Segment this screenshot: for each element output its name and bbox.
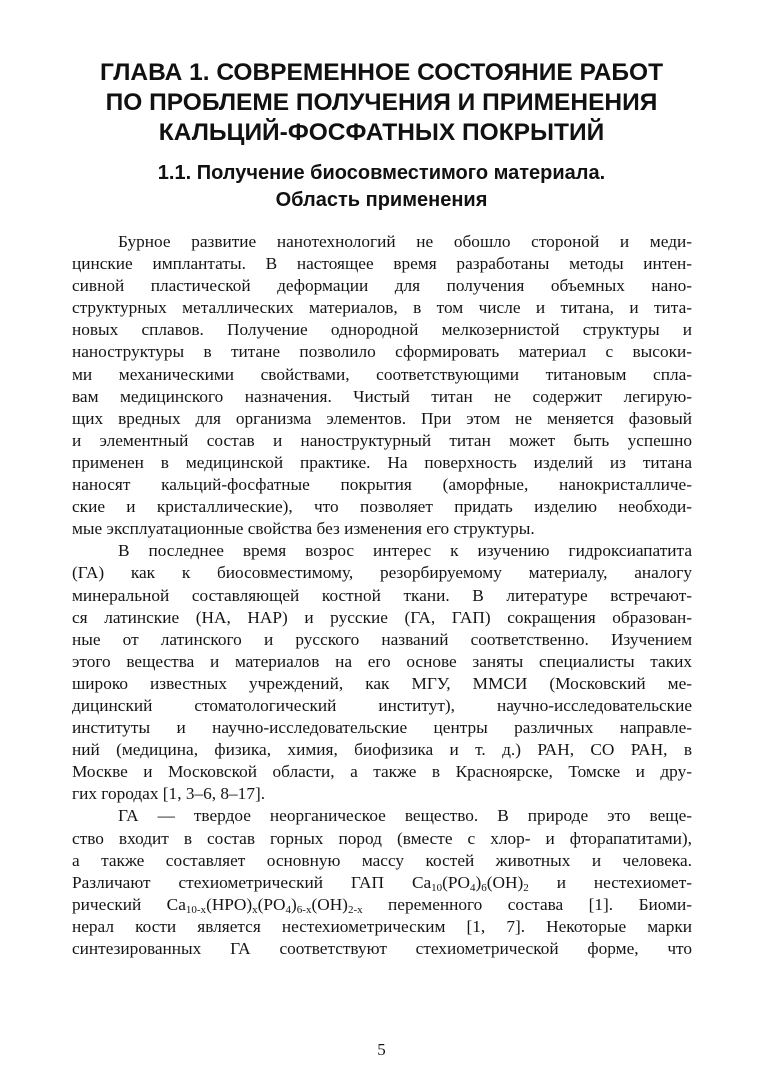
formula-text: (OH) [486, 872, 524, 892]
formula-text: и нестехиомет- [528, 872, 693, 892]
text-line: и элементный состав и наноструктурный титан может быть успешно [72, 430, 692, 450]
text-line: ся латинские (НА, НАР) и русские (ГА, ГАП) сокращения образован- [72, 607, 692, 627]
paragraph-1 [72, 231, 692, 540]
text-line: ство входит в состав горных пород (вместе с хлор- и фторапатитами), [72, 828, 692, 848]
text-line: щих вредных для организма элементов. При этом не меняется фазовый [72, 408, 692, 428]
text-line: сивной пластической деформации для получения объемных нано- [72, 276, 692, 296]
page-number: 5 [377, 1040, 386, 1059]
text-line: структурных металлических материалов, в том числе и титана, и тита- [72, 298, 692, 318]
text-line: широко известных учреждений, как МГУ, ММСИ (Московский ме- [72, 673, 692, 693]
formula-text: ) [475, 872, 482, 892]
chapter-title-line: ПО ПРОБЛЕМЕ ПОЛУЧЕНИЯ И ПРИМЕНЕНИЯ [105, 89, 658, 116]
formula-text: Различают стехиометрический ГАП Ca [72, 872, 432, 892]
formula-subscript: 6 [481, 881, 487, 894]
text-line: Бурное развитие нанотехнологий не обошло стороной и меди- [118, 232, 692, 251]
formula-text: (OH) [311, 894, 348, 914]
section-title [60, 160, 703, 214]
formula-subscript: 2-x [347, 903, 363, 916]
paragraph-3 [72, 805, 692, 960]
formula-text: ) [291, 894, 297, 914]
text-line: а также составляет основную массу костей животных и человека. [72, 850, 692, 870]
body-text [72, 231, 692, 960]
chapter-title [60, 58, 703, 148]
formula-text: (PO [257, 894, 286, 914]
text-line: мые эксплуатационные свойства без изменения его структуры. [72, 519, 535, 539]
text-line: (ГА) как к биосовместимому, резорбируемому материалу, аналогу [72, 563, 692, 583]
text-line: ний (медицина, физика, химия, биофизика и т. д.) РАН, СО РАН, в [72, 740, 692, 760]
formula-subscript: 10 [431, 881, 443, 894]
text-line: этого вещества и материалов на его основе заняты специалисты таких [72, 651, 692, 671]
text-line: синтезированных ГА соответствуют стехиометрической форме, что [72, 939, 692, 958]
text-line: новых сплавов. Получение однородной мелкозернистой структуры и [72, 320, 692, 340]
text-line: цинские имплантаты. В настоящее время разработаны методы интен- [72, 254, 692, 274]
text-line: дицинский стоматологический институт), научно-исследовательские [72, 695, 692, 715]
formula-subscript: 4 [285, 903, 292, 916]
text-line: ми механическими свойствами, соответствующими титановым спла- [72, 364, 692, 384]
text-line: ные от латинского и русского названий соответственно. Изучением [72, 629, 692, 649]
text-line: гих городах [1, 3–6, 8–17]. [72, 784, 266, 804]
text-line: вам медицинского назначения. Чистый титан не содержит легирую- [72, 386, 692, 406]
formula-text: рический Ca [72, 894, 186, 914]
paragraph-2 [72, 540, 692, 805]
text-line: наноструктуры в титане позволило сформировать материал с высоки- [72, 342, 692, 362]
text-line: ГА — твердое неорганическое вещество. В природе это веще- [118, 806, 692, 826]
text-line: ские и кристаллические), что позволяет придать изделию необходи- [72, 497, 692, 517]
chapter-title-line: ГЛАВА 1. СОВРЕМЕННОЕ СОСТОЯНИЕ РАБОТ [99, 59, 664, 86]
text-line: нерал кости является нестехиометрическим [1, 7]. Некоторые марки [72, 916, 692, 936]
section-title-line: Область применения [275, 189, 488, 211]
formula-line [72, 894, 692, 916]
text-line: В последнее время возрос интерес к изучению гидроксиапатита [118, 541, 692, 561]
formula-text: (PO [442, 872, 470, 892]
text-line: применен в медицинской практике. На поверхность изделий из титана [72, 452, 692, 472]
chapter-title-line: КАЛЬЦИЙ-ФОСФАТНЫХ ПОКРЫТИЙ [158, 119, 605, 146]
formula-subscript: 4 [470, 881, 476, 894]
formula-text: (HPO) [206, 894, 253, 914]
text-line: наносят кальций-фосфатные покрытия (аморфные, нанокристалличе- [72, 475, 692, 495]
formula-subscript: 10-x [185, 903, 207, 916]
formula-text: переменного состава [1]. Биоми- [362, 894, 692, 914]
formula-subscript: 6-x [296, 903, 312, 916]
text-line: минеральной составляющей костной ткани. В литературе встречают- [72, 585, 692, 605]
section-title-line: 1.1. Получение биосовместимого материала. [157, 162, 606, 184]
text-line: Москве и Московской области, а также в Красноярске, Томске и дру- [72, 762, 692, 782]
formula-subscript: 2 [523, 881, 529, 894]
text-line: институты и научно-исследовательские центры различных направле- [72, 718, 692, 738]
formula-subscript: x [252, 903, 258, 916]
formula-line [72, 872, 692, 894]
